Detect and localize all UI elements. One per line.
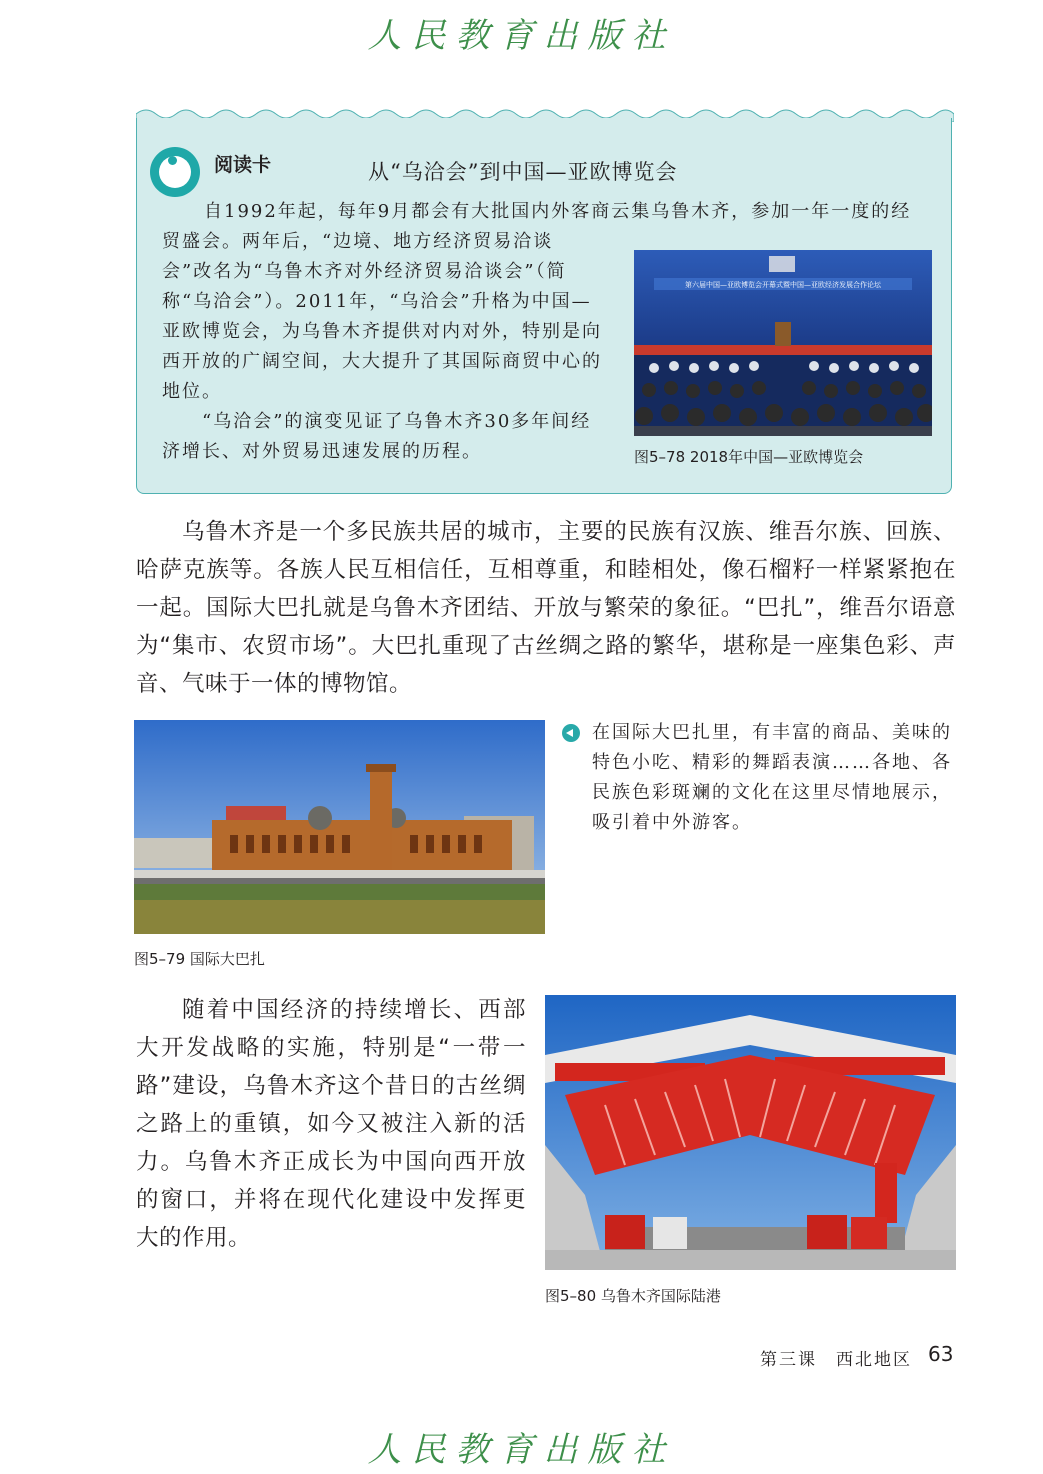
reading-card-body	[162, 227, 602, 467]
footer-lesson-title: 第三课 西北地区	[760, 1350, 912, 1370]
reading-card-paragraph-2: “乌洽会”的演变见证了乌鲁木齐30多年间经济增长、对外贸易迅速发展的历程。	[162, 411, 592, 462]
main-paragraph-2: 随着中国经济的持续增长、西部大开发战略的实施，特别是“一带一路”建设，乌鲁木齐这个昔日的古丝绸之路上的重镇，如今又被注入新的活力。乌鲁木齐正成长为中国向西开放的窗口，并将在现代化建设中发挥更大的作用。	[136, 997, 526, 1251]
expo-photo	[634, 250, 932, 436]
reading-card-label: 阅读卡	[214, 154, 272, 176]
fig-5-80-caption: 图5–80 乌鲁木齐国际陆港	[545, 1287, 721, 1305]
expo-photo-banner: 第六届中国—亚欧博览会开幕式暨中国—亚欧经济发展合作论坛	[685, 281, 881, 289]
main-paragraph-1: 乌鲁木齐是一个多民族共居的城市，主要的民族有汉族、维吾尔族、回族、哈萨克族等。各族人民互相信任，互相尊重，和睦相处，像石榴籽一样紧紧抱在一起。国际大巴扎就是乌鲁木齐团结、开放与繁荣的象征。“巴扎”，维吾尔语意为“集市、农贸市场”。大巴扎重现了古丝绸之路的繁华，堪称是一座集色彩、声音、气味于一体的博物馆。	[136, 519, 956, 697]
reading-card-icon	[150, 147, 200, 197]
reading-card-title: 从“乌洽会”到中国—亚欧博览会	[368, 160, 678, 184]
grand-bazaar-photo	[134, 720, 545, 934]
side-note: 在国际大巴扎里，有丰富的商品、美味的特色小吃、精彩的舞蹈表演……各地、各民族色彩斑斓的文化在这里尽情地展示，吸引着中外游客。	[592, 722, 952, 833]
reading-card-first-line: 自1992年起，每年9月都会有大批国内外客商云集乌鲁木齐，参加一年一度的经	[204, 201, 912, 222]
reading-card-paragraph-1: 贸盛会。两年后，“边境、地方经济贸易洽谈会”改名为“乌鲁木齐对外经济贸易洽谈会”（简称“乌洽会”）。2011年，“乌洽会”升格为中国—亚欧博览会，为乌鲁木齐提供对内对外，特别是向西开放的广阔空间，大大提升了其国际商贸中心的地位。	[162, 231, 602, 402]
fig-5-78-caption: 图5–78 2018年中国—亚欧博览会	[634, 448, 864, 466]
publisher-footer: 人民教育出版社	[367, 1430, 676, 1470]
page-number: 63	[928, 1342, 954, 1366]
land-port-photo	[545, 995, 956, 1270]
publisher-header: 人民教育出版社	[367, 16, 676, 56]
fig-5-79-caption: 图5–79 国际大巴扎	[134, 950, 265, 968]
side-note-bullet-icon	[562, 724, 580, 742]
